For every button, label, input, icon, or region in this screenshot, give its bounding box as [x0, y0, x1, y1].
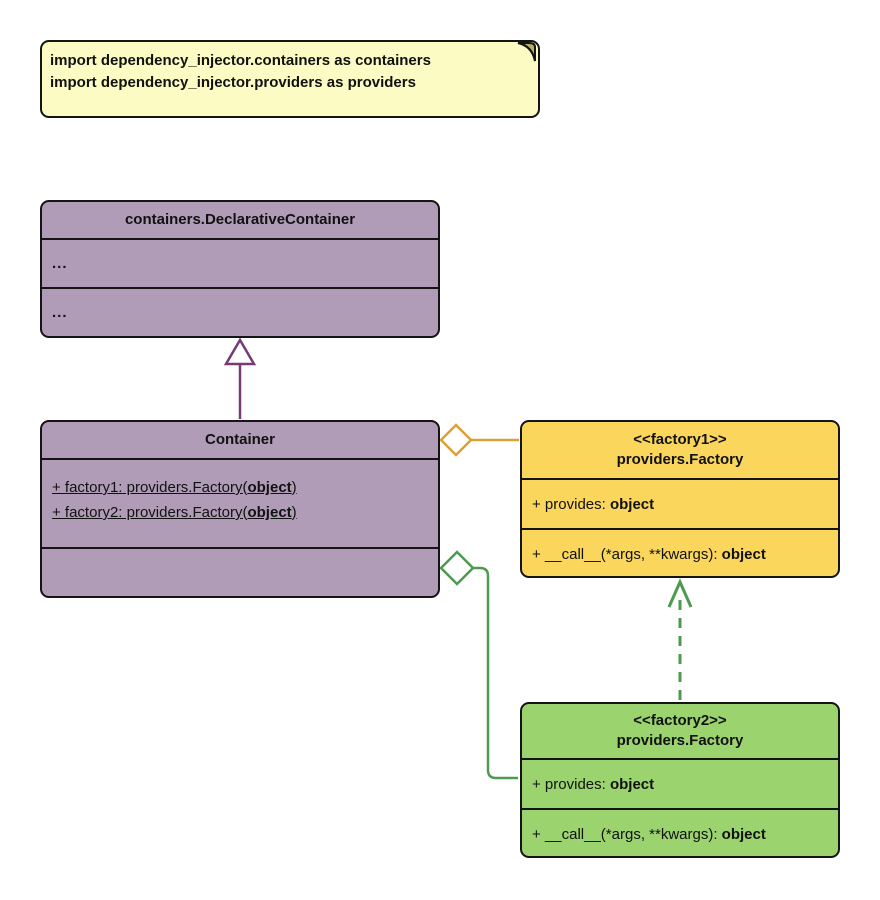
dependency-arrowhead — [669, 582, 691, 607]
method-text: + __call__(*args, **kwargs): — [532, 545, 722, 563]
method-return-type: object — [721, 825, 766, 843]
note-fold-icon — [515, 41, 539, 65]
class-factory2 — [520, 702, 840, 858]
note-line: import dependency_injector.containers as containers — [50, 52, 431, 69]
method-line — [532, 826, 766, 843]
attribute-line — [52, 475, 428, 500]
class-title — [522, 704, 838, 758]
class-declarative-container — [40, 200, 440, 338]
class-factory1 — [520, 420, 840, 578]
class-attributes — [42, 458, 438, 547]
ellipsis-text: ... — [52, 255, 68, 272]
attribute-text: + factory2: providers.Factory( — [52, 504, 248, 521]
attribute-type: object — [609, 495, 655, 513]
method-text: + __call__(*args, **kwargs): — [532, 825, 722, 843]
attribute-line — [532, 496, 654, 513]
aggregation-diamond-factory1 — [441, 425, 471, 455]
note-line: import dependency_injector.providers as providers — [50, 74, 416, 91]
class-compartment — [42, 238, 438, 287]
class-attribute — [522, 758, 838, 808]
class-method — [522, 808, 838, 858]
class-method — [522, 528, 838, 578]
aggregation-line-factory2 — [472, 568, 518, 778]
attribute-type: object — [609, 775, 655, 793]
method-return-type: object — [721, 545, 766, 563]
method-line — [532, 546, 766, 563]
attribute-text: + factory1: providers.Factory( — [52, 479, 248, 496]
attribute-type: object — [247, 504, 292, 521]
class-title: containers.DeclarativeContainer — [124, 211, 356, 228]
stereotype-label: <<factory1>> — [633, 431, 727, 448]
imports-note — [40, 40, 540, 118]
stereotype-label: <<factory2>> — [633, 712, 727, 729]
aggregation-diamond-factory2 — [441, 552, 473, 584]
attribute-type: object — [247, 479, 292, 496]
class-compartment-empty — [42, 547, 438, 596]
class-title: Container — [204, 431, 275, 448]
attribute-text: ) — [291, 504, 297, 521]
attribute-line — [532, 776, 654, 793]
inheritance-triangle — [226, 340, 254, 364]
class-container — [40, 420, 440, 598]
class-title — [522, 422, 838, 478]
class-name: providers.Factory — [616, 451, 744, 468]
class-name: providers.Factory — [616, 732, 744, 749]
attribute-text: ) — [291, 479, 297, 496]
attribute-line — [52, 500, 428, 525]
class-attribute — [522, 478, 838, 528]
attribute-text: + provides: — [532, 495, 610, 513]
class-compartment — [42, 287, 438, 336]
attribute-text: + provides: — [532, 775, 610, 793]
ellipsis-text: ... — [52, 304, 68, 321]
